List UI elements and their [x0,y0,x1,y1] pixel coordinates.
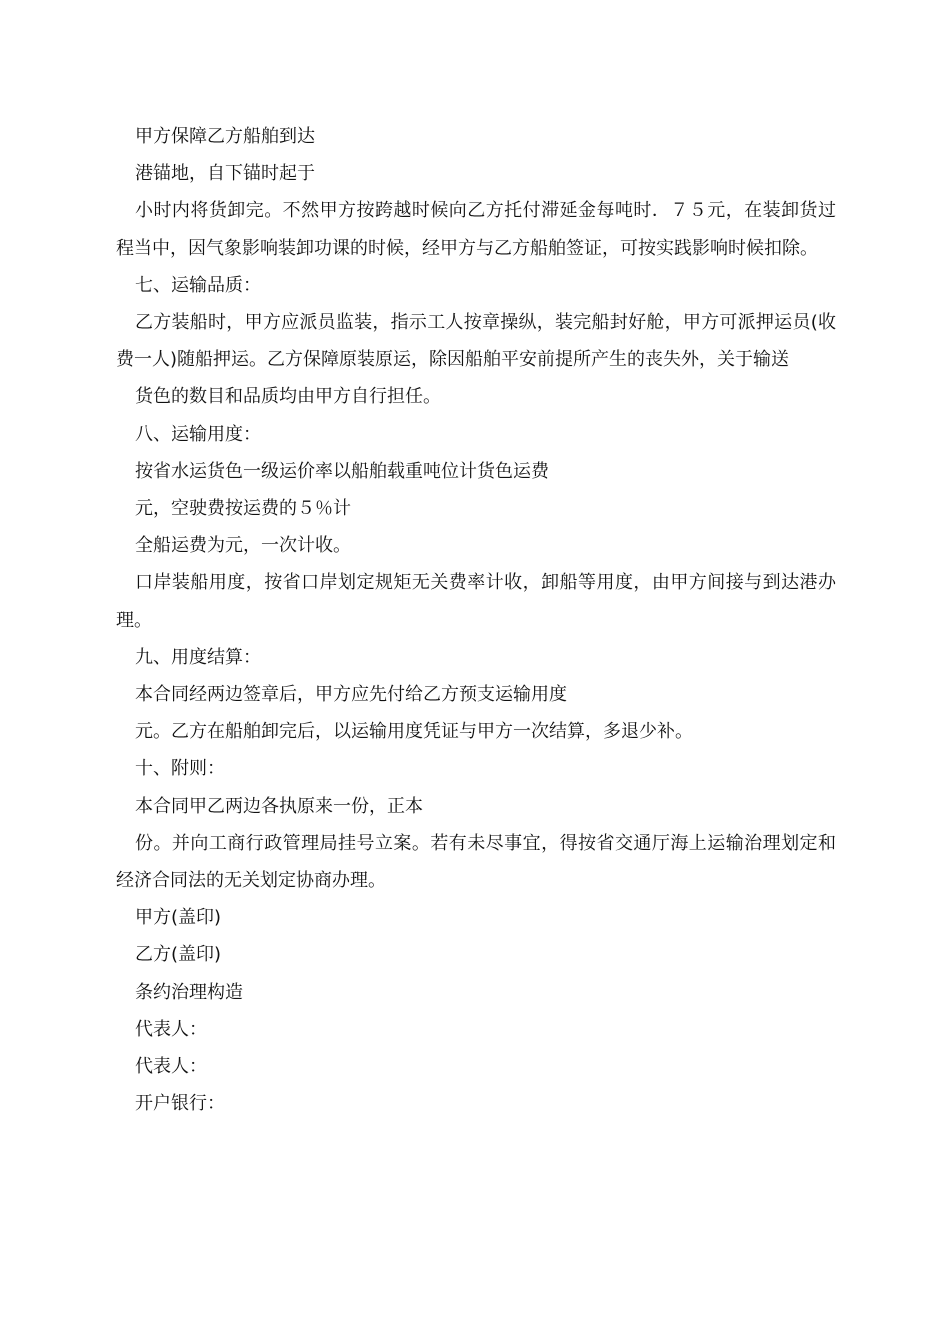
signature-line: 开户银行： [135,1093,225,1115]
section-heading: 七、运输品质： [135,274,261,296]
signature-line: 乙方(盖印) [135,944,222,966]
paragraph: 按省水运货色一级运价率以船舶载重吨位计货色运费 [135,460,549,482]
paragraph: 元。乙方在船舶卸完后，以运输用度凭证与甲方一次结算，多退少补。 [135,721,693,743]
section-heading: 九、用度结算： [135,646,261,668]
signature-line: 代表人： [135,1018,207,1040]
paragraph: 乙方装船时，甲方应派员监装，指示工人按章操纵，装完船封好舱，甲方可派押运员(收费一人)随船押运。乙方保障原装原运，除因船舶平安前提所产生的丧失外，关于输送 [116,312,836,371]
section-heading: 十、附则： [135,758,225,780]
paragraph: 本合同经两边签章后，甲方应先付给乙方预支运输用度 [135,684,567,706]
contract-body [116,118,836,1122]
signature-line: 甲方(盖印) [135,907,222,929]
paragraph: 甲方保障乙方船舶到达 [135,126,315,147]
section-heading: 八、运输用度： [135,423,261,445]
paragraph: 全船运费为元，一次计收。 [135,535,351,557]
signature-line: 代表人： [135,1056,207,1078]
signature-line: 条约治理构造 [135,981,243,1003]
paragraph: 小时内将货卸完。不然甲方按跨越时候向乙方托付滞延金每吨时．７５元，在装卸货过程当中，因气象影响装卸功课的时候，经甲方与乙方船舶签证，可按实践影响时候扣除。 [116,200,836,259]
paragraph: 口岸装船用度，按省口岸划定规矩无关费率计收，卸船等用度，由甲方间接与到达港办理。 [116,572,836,631]
paragraph: 港锚地，自下锚时起于 [135,163,315,185]
paragraph: 元，空驶费按运费的５％计 [135,498,351,520]
paragraph: 本合同甲乙两边各执原来一份，正本 [135,795,423,817]
paragraph: 货色的数目和品质均由甲方自行担任。 [135,386,441,408]
paragraph: 份。并向工商行政管理局挂号立案。若有未尽事宜，得按省交通厅海上运输治理划定和经济合同法的无关划定协商办理。 [116,832,836,892]
